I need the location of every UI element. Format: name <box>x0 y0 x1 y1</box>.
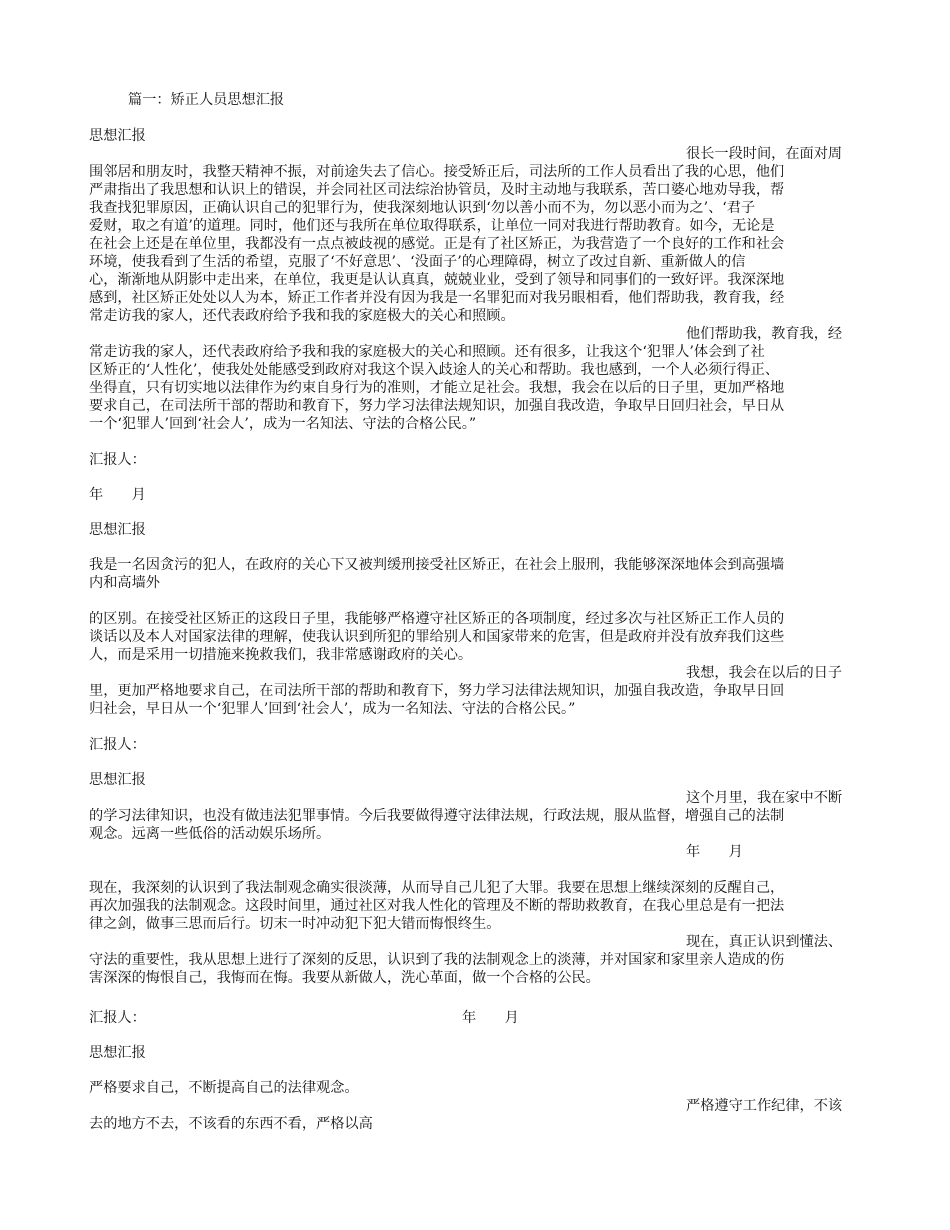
section-3-para-2-line: 现在，我深刻的认识到了我法制观念确实很淡薄，从而导自己儿犯了大罪。我要在思想上继续深刻的反醒自己， <box>89 880 785 896</box>
section-1-para-1-line: 常走访我的家人，还代表政府给予我和我的家庭极大的关心和照顾。 <box>89 308 515 324</box>
section-1-para-2-line: 坐得直，只有切实地以法律作为约束自身行为的准则，才能立足社会。我想，我会在以后的日子里，更加严格地 <box>89 380 785 396</box>
section-3-para-3-line: 守法的重要性，我从思想上进行了深刻的反思，认识到了我的法制观念上的淡薄，并对国家和家里亲人造成的伤 <box>89 952 785 968</box>
section-1-para-1-line: 爱财，取之有道’的道理。同时，他们还与我所在单位取得联系，让单位一同对我进行帮助教育。如今，无论是 <box>89 218 775 234</box>
section-1-para-2-line: 他们帮助我，教育我，经 <box>686 326 843 342</box>
section-2-para-3-line: 归社会，早日从一个‘犯罪人’回到‘社会人’，成为一名知法、守法的合格公民。” <box>89 701 576 717</box>
section-1-para-1-line: 环境，使我看到了生活的希望，克服了‘不好意思’、‘没面子’的心理障碍，树立了改过自新、重新做人的信 <box>89 254 746 270</box>
section-1-para-1-line: 在社会上还是在单位里，我都没有一点点被歧视的感觉。正是有了社区矫正，为我营造了一个良好的工作和社会 <box>89 236 785 252</box>
section-4-para-1-line: 严格要求自己，不断提高自己的法律观念。 <box>89 1080 359 1096</box>
section-3-heading: 思想汇报 <box>89 772 146 788</box>
section-2-para-2-line: 人，而是采用一切措施来挽救我们，我非常感谢政府的关心。 <box>89 647 473 663</box>
section-3-para-2-line: 再次加强我的法制观念。这段时间里，通过社区对我人性化的管理及不断的帮助救教育，在我心里总是有一把法 <box>89 898 785 914</box>
section-1-para-2-line: 要求自己，在司法所干部的帮助和教育下，努力学习法律法规知识，加强自我改造，争取早日回归社会，早日从 <box>89 398 785 414</box>
section-1-para-2-line: 一个‘犯罪人’回到‘社会人’，成为一名知法、守法的合格公民。” <box>89 416 477 432</box>
section-4-heading: 思想汇报 <box>89 1045 146 1061</box>
section-3-para-3-line: 害深深的悔恨自己，我悔而在悔。我要从新做人，洗心革面，做一个合格的公民。 <box>89 970 600 986</box>
section-1-date: 年 月 <box>89 487 146 503</box>
section-3-date-bottom: 年 月 <box>462 1010 519 1026</box>
section-1-heading: 思想汇报 <box>89 128 146 144</box>
section-2-para-2-line: 谈话以及本人对国家法律的理解，使我认识到所犯的罪给别人和国家带来的危害，但是政府并没有放弃我们这些 <box>89 629 785 645</box>
section-3-para-1-line: 观念。远离一些低俗的活动娱乐场所。 <box>89 826 331 842</box>
section-3-reporter: 汇报人： <box>89 1010 146 1026</box>
section-3-date: 年 月 <box>686 844 743 860</box>
section-1-para-1-line: 心，渐渐地从阴影中走出来，在单位，我更是认认真真，兢兢业业，受到了领导和同事们的一致好评。我深深地 <box>89 272 785 288</box>
section-2-para-1-line: 内和高墙外 <box>89 575 160 591</box>
section-2-para-1-line: 我是一名因贪污的犯人，在政府的关心下又被判缓刑接受社区矫正，在社会上服刑，我能够深深地体会到高强墙 <box>89 557 785 573</box>
section-1-para-1-line: 围邻居和朋友时，我整天精神不振，对前途失去了信心。接受矫正后，司法所的工作人员看出了我的心思，他们 <box>89 164 785 180</box>
section-3-para-1-line: 这个月里，我在家中不断 <box>686 790 843 806</box>
section-2-para-2-line: 的区别。在接受社区矫正的这段日子里，我能够严格遵守社区矫正的各项制度，经过多次与社区矫正工作人员的 <box>89 611 785 627</box>
section-1-para-2-line: 常走访我的家人，还代表政府给予我和我的家庭极大的关心和照顾。还有很多，让我这个‘犯罪人’体会到了社 <box>89 344 765 360</box>
section-1-para-1-line: 感到，社区矫正处处以人为本，矫正工作者并没有因为我是一名罪犯而对我另眼相看，他们帮助我，教育我，经 <box>89 290 785 306</box>
section-1-para-1-line: 我查找犯罪原因，正确认识自己的犯罪行为，使我深刻地认识到‘勿以善小而不为，勿以恶小而为之’、‘君子 <box>89 200 756 216</box>
section-4-para-2-line: 去的地方不去，不该看的东西不看，严格以高 <box>89 1116 373 1132</box>
section-3-para-3-line: 现在，真正认识到懂法、 <box>686 934 843 950</box>
section-1-reporter: 汇报人： <box>89 452 146 468</box>
section-1-para-1-line: 严肃指出了我思想和认识上的错误，并会同社区司法综治协管员，及时主动地与我联系，苦口婆心地劝导我，帮 <box>89 182 785 198</box>
section-1-para-1-line: 很长一段时间，在面对周 <box>686 146 843 162</box>
section-3-para-1-line: 的学习法律知识，也没有做违法犯罪事情。今后我要做得遵守法律法规，行政法规，服从监督，增强自己的法制 <box>89 808 785 824</box>
document-title: 篇一：矫正人员思想汇报 <box>128 92 285 108</box>
section-4-para-2-line: 严格遵守工作纪律，不该 <box>686 1098 843 1114</box>
section-1-para-2-line: 区矫正的‘人性化’，使我处处能感受到政府对我这个误入歧途人的关心和帮助。我也感到，一个人必须行得正、 <box>89 362 780 378</box>
section-2-para-3-line: 我想，我会在以后的日子 <box>686 665 843 681</box>
section-2-para-3-line: 里，更加严格地要求自己，在司法所干部的帮助和教育下，努力学习法律法规知识，加强自我改造，争取早日回 <box>89 683 785 699</box>
section-2-reporter: 汇报人： <box>89 737 146 753</box>
section-2-heading: 思想汇报 <box>89 522 146 538</box>
section-3-para-2-line: 律之剑，做事三思而后行。切末一时冲动犯下犯大错而悔恨终生。 <box>89 916 501 932</box>
